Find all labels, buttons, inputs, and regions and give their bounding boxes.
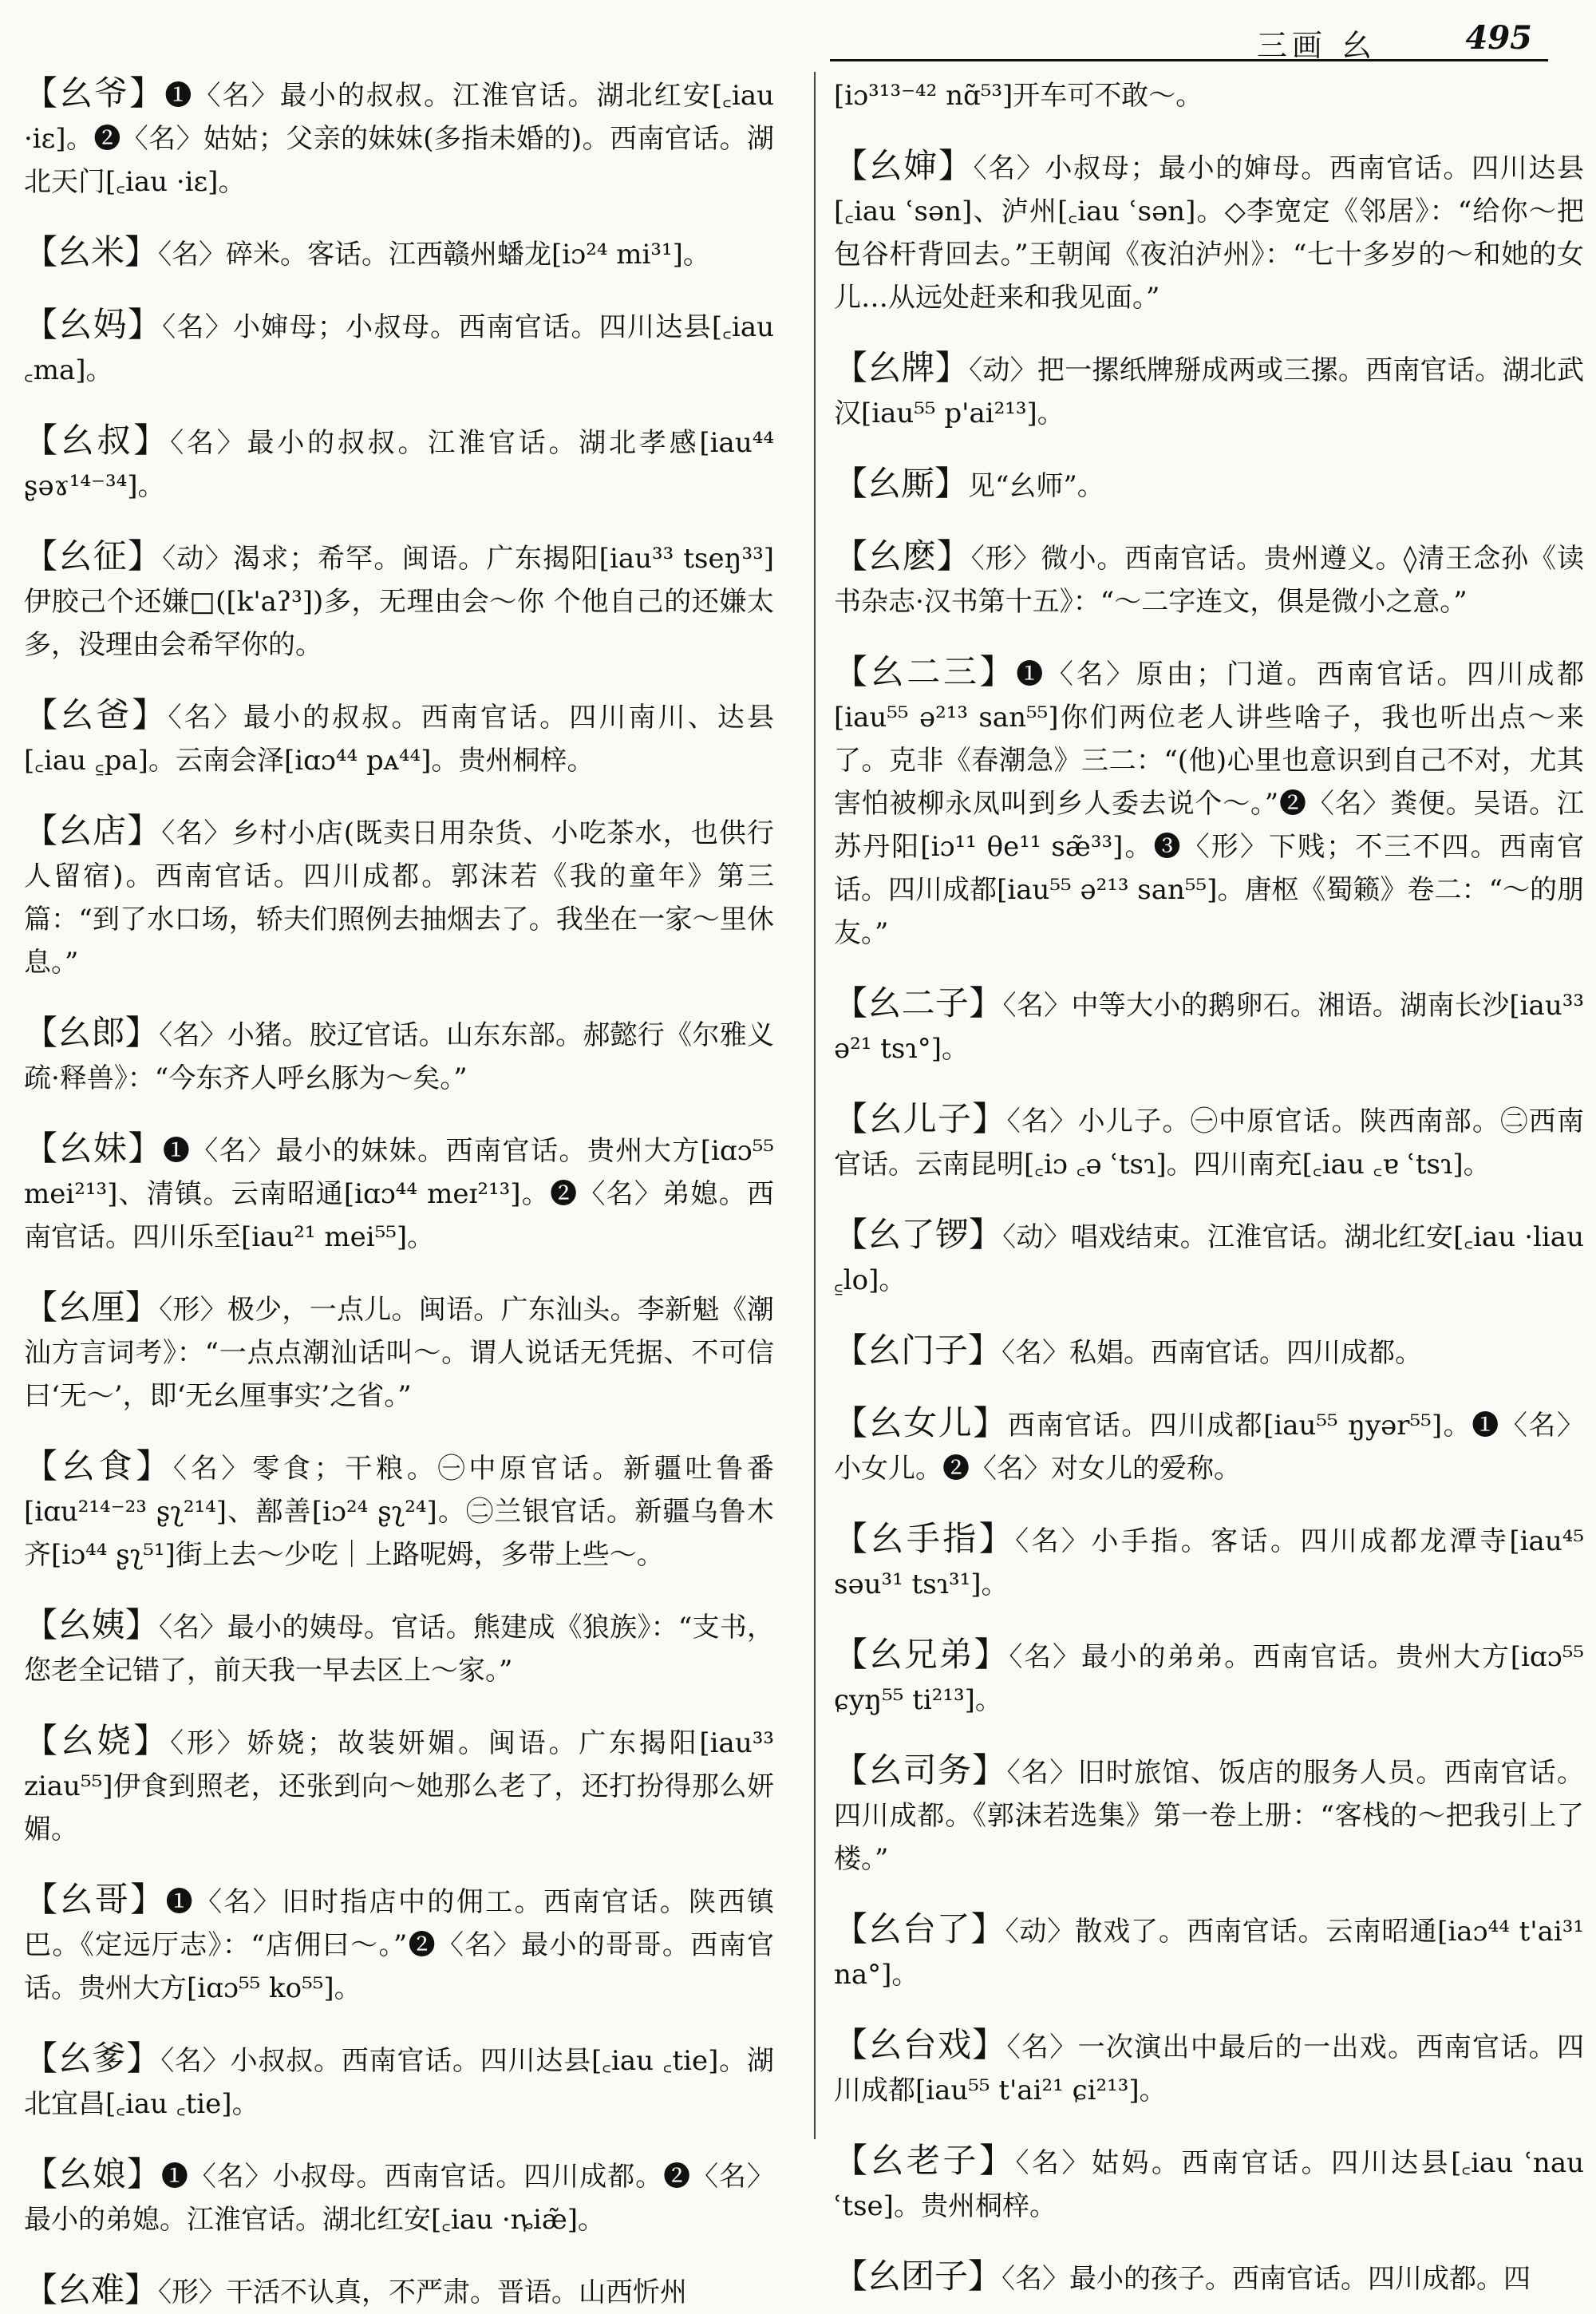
entry-definition: 〈名〉乡村小店(既卖日用杂货、小吃茶水，也供行人留宿)。西南官话。四川成都。郭沫若《我的童年》第三篇：“到了水口场，轿夫们照例去抽烟去了。我坐在一家～里休息。” bbox=[24, 817, 774, 979]
entry-definition: 〈名〉小叔叔。西南官话。四川达县[꜀iau ꜀tie]。湖北宜昌[꜀iau ꜀tie]。 bbox=[24, 2045, 774, 2120]
left-column bbox=[24, 72, 774, 2309]
entry-headword: 【幺叔】 bbox=[24, 421, 171, 460]
dictionary-entry bbox=[834, 144, 1584, 319]
entry-headword: 【幺娆】 bbox=[24, 1721, 171, 1760]
dictionary-entry bbox=[24, 2269, 774, 2314]
entry-definition: 见“幺师”。 bbox=[968, 470, 1104, 502]
entry-definition: 〈名〉零食；干粮。㊀中原官话。新疆吐鲁番[iɑu²¹⁴⁻²³ ʂʅ²¹⁴]、鄯善[iɔ²⁴ ʂʅ²⁴]。㊁兰银官话。新疆乌鲁木齐[iɔ⁴⁴ ʂʅ⁵¹]街上去～少吃｜上路呢姆，多带上些～。 bbox=[24, 1453, 774, 1571]
dictionary-entry bbox=[24, 694, 774, 782]
entry-headword: 【幺米】 bbox=[24, 232, 159, 271]
dictionary-entry bbox=[834, 1908, 1584, 1996]
dictionary-entry bbox=[834, 1749, 1584, 1881]
section-label: 三画 幺 bbox=[1256, 28, 1377, 63]
entry-definition: ❶〈名〉小叔母。西南官话。四川成都。❷〈名〉最小的弟媳。江淮官话。湖北红安[꜀iau ·ȵiæ̃]。 bbox=[24, 2161, 774, 2236]
entry-definition: 〈动〉渴求；希罕。闽语。广东揭阳[iau³³ tseŋ³³]伊胶己个还嫌□([k'aʔ³])多，无理由会～你 个他自己的还嫌太多，没理由会希罕你的。 bbox=[24, 543, 774, 661]
entry-headword: 【幺司务】 bbox=[834, 1750, 1007, 1790]
dictionary-entry bbox=[24, 809, 774, 984]
entry-definition: 〈名〉最小的姨母。官话。熊建成《狼族》：“支书，您老全记错了，前天我一早去区上～家。” bbox=[24, 1612, 774, 1687]
entry-definition: 〈名〉小儿子。㊀中原官话。陕西南部。㊁西南官话。云南昆明[꜀iɔ ꜀ə ʿtsɿ]。四川南充[꜀iau ꜀ɐ ʿtsɿ]。 bbox=[834, 1106, 1584, 1181]
entry-definition: 〈名〉旧时旅馆、饭店的服务人员。西南官话。四川成都。《郭沫若选集》第一卷上册：“客栈的～把我引上了楼。” bbox=[834, 1757, 1584, 1875]
column-divider bbox=[814, 72, 816, 2139]
dictionary-entry bbox=[834, 2255, 1584, 2300]
dictionary-entry bbox=[834, 346, 1584, 435]
dictionary-entry bbox=[24, 2037, 774, 2126]
entry-headword: 【幺厘】 bbox=[24, 1288, 160, 1327]
entry-headword: 【幺妈】 bbox=[24, 305, 163, 344]
entry-definition: ❶〈名〉旧时指店中的佣工。西南官话。陕西镇巴。《定远厅志》：“店佣曰～。”❷〈名〉最小的哥哥。西南官话。贵州大方[iɑɔ⁵⁵ ko⁵⁵]。 bbox=[24, 1886, 774, 2004]
page-header bbox=[830, 14, 1548, 61]
entry-definition: 〈名〉最小的叔叔。江淮官话。湖北孝感[iau⁴⁴ ʂəɤ¹⁴⁻³⁴]。 bbox=[24, 427, 774, 502]
dictionary-entry bbox=[834, 2023, 1584, 2112]
entry-headword: 【幺食】 bbox=[24, 1446, 173, 1485]
dictionary-entry bbox=[834, 72, 1584, 117]
entry-definition: 〈名〉中等大小的鹅卵石。湘语。湖南长沙[iau³³ ə²¹ tsɿ°]。 bbox=[834, 990, 1584, 1065]
dictionary-entry bbox=[24, 419, 774, 508]
entry-headword: 【幺门子】 bbox=[834, 1331, 1002, 1370]
entry-headword: 【幺二三】 bbox=[834, 652, 1017, 691]
entry-definition: 〈名〉最小的弟弟。西南官话。贵州大方[iɑɔ⁵⁵ ɕyŋ⁵⁵ ti²¹³]。 bbox=[834, 1641, 1584, 1716]
entry-definition: ❶〈名〉原由；门道。西南官话。四川成都[iau⁵⁵ ə²¹³ san⁵⁵]你们两位老人讲些啥子，我也听出点～来了。克非《春潮急》三二：“(他)心里也意识到自己不对，尤其害怕被柳永凤叫到乡人委去说个～。”❷〈名〉粪便。吴语。江苏丹阳[iɔ¹¹ θe¹¹ sæ̃³³]。❸〈形〉下贱；不三不四。西南官话。四川成都[iau⁵⁵ ə²¹³ san⁵⁵]。唐枢《蜀籁》卷二：“～的朋友。” bbox=[834, 659, 1584, 949]
entry-definition: 〈名〉一次演出中最后的一出戏。西南官话。四川成都[iau⁵⁵ t'ai²¹ ɕi²¹³]。 bbox=[834, 2031, 1584, 2106]
entry-definition: 〈动〉散戏了。西南官话。云南昭通[iaɔ⁴⁴ t'ai³¹ na°]。 bbox=[834, 1916, 1584, 1991]
dictionary-entry bbox=[24, 1878, 774, 2010]
dictionary-entry bbox=[834, 1633, 1584, 1722]
entry-headword: 【幺了锣】 bbox=[834, 1215, 1003, 1254]
entry-definition: 〈名〉碎米。客话。江西赣州蟠龙[iɔ²⁴ mi³¹]。 bbox=[158, 239, 710, 271]
entry-headword: 【幺台戏】 bbox=[834, 2025, 1007, 2064]
entry-definition: 〈动〉唱戏结束。江淮官话。湖北红安[꜀iau ·liau ꜁lo]。 bbox=[834, 1221, 1584, 1296]
entry-definition: 〈名〉私娼。西南官话。四川成都。 bbox=[1001, 1337, 1423, 1369]
entry-definition: 〈名〉小手指。客话。四川成都龙潭寺[iau⁴⁵ səu³¹ tsɿ³¹]。 bbox=[834, 1525, 1584, 1600]
dictionary-entry bbox=[24, 72, 774, 204]
entry-definition: ❶〈名〉最小的叔叔。江淮官话。湖北红安[꜀iau ·iɛ]。❷〈名〉姑姑；父亲的妹妹(多指未婚的)。西南官话。湖北天门[꜀iau ·iɛ]。 bbox=[24, 80, 774, 198]
dictionary-entry bbox=[24, 1719, 774, 1851]
right-column bbox=[834, 72, 1584, 2296]
dictionary-entry bbox=[834, 1517, 1584, 1606]
dictionary-entry bbox=[24, 535, 774, 667]
entry-headword: 【幺台了】 bbox=[834, 1909, 1005, 1948]
entry-definition: ❶〈名〉最小的妹妹。西南官话。贵州大方[iɑɔ⁵⁵ mei²¹³]、清镇。云南昭通[iɑɔ⁴⁴ meɪ²¹³]。❷〈名〉弟媳。西南官话。四川乐至[iau²¹ mei⁵⁵]。 bbox=[24, 1135, 774, 1253]
entry-definition: 〈名〉最小的叔叔。西南官话。四川南川、达县[꜀iau ꜁pa]。云南会泽[iɑɔ⁴⁴ pᴀ⁴⁴]。贵州桐梓。 bbox=[24, 702, 774, 777]
entry-definition: 〈名〉小猪。胶辽官话。山东东部。郝懿行《尔雅义疏·释兽》：“今东齐人呼幺豚为～矣。” bbox=[24, 1019, 774, 1094]
dictionary-entry bbox=[834, 1098, 1584, 1186]
entry-definition: 〈名〉小叔母；最小的婶母。西南官话。四川达县[꜀iau ʿsən]、泸州[꜀iau ʿsən]。◇李宽定《邻居》：“给你～把包谷杆背回去。”王朝闻《夜泊泸州》：“七十多岁的～和她的女儿…从远处赶来和我见面。” bbox=[834, 152, 1584, 314]
dictionary-entry bbox=[834, 535, 1584, 623]
dictionary-entry bbox=[24, 1011, 774, 1100]
entry-headword: 【幺妹】 bbox=[24, 1129, 163, 1168]
dictionary-entry bbox=[24, 231, 774, 276]
page-number: 495 bbox=[1465, 19, 1532, 57]
entry-headword: 【幺爷】 bbox=[24, 73, 165, 113]
entry-headword: 【幺手指】 bbox=[834, 1519, 1016, 1558]
entry-headword: 【幺哥】 bbox=[24, 1880, 166, 1919]
dictionary-entry bbox=[834, 1402, 1584, 1490]
entry-headword: 【幺二子】 bbox=[834, 983, 1003, 1023]
entry-headword: 【幺难】 bbox=[24, 2270, 159, 2309]
entry-definition: 〈形〉干活不认真，不严肃。晋语。山西忻州 bbox=[158, 2276, 688, 2308]
dictionary-entry bbox=[24, 1286, 774, 1418]
entry-definition: 〈形〉微小。西南官话。贵州遵义。◊清王念孙《读书杂志·汉书第十五》：“～二字连文，俱是微小之意。” bbox=[834, 543, 1584, 618]
dictionary-entry bbox=[24, 303, 774, 392]
dictionary-entry bbox=[834, 1329, 1584, 1375]
dictionary-entry bbox=[24, 1604, 774, 1692]
entry-definition: 〈形〉娇娆；故装妍媚。闽语。广东揭阳[iau³³ ziau⁵⁵]伊食到照老，还张到向～她那么老了，还打扮得那么妍媚。 bbox=[24, 1727, 774, 1845]
entry-headword: 【幺郎】 bbox=[24, 1013, 160, 1052]
dictionary-entry bbox=[834, 462, 1584, 508]
dictionary-entry bbox=[834, 2139, 1584, 2228]
entry-definition: 〈动〉把一摞纸牌掰成两或三摞。西南官话。湖北武汉[iau⁵⁵ p'ai²¹³]。 bbox=[834, 354, 1584, 429]
entry-headword: 【幺爸】 bbox=[24, 695, 168, 734]
entry-headword: 【幺麽】 bbox=[834, 536, 971, 576]
entry-headword: 【幺征】 bbox=[24, 536, 163, 576]
entry-headword: 【幺店】 bbox=[24, 811, 162, 850]
entry-definition: 西南官话。四川成都[iau⁵⁵ ŋyər⁵⁵]。❶〈名〉小女儿。❷〈名〉对女儿的爱称。 bbox=[834, 1410, 1584, 1485]
entry-headword: 【幺团子】 bbox=[834, 2257, 1002, 2296]
dictionary-entry bbox=[834, 982, 1584, 1070]
entry-headword: 【幺儿子】 bbox=[834, 1099, 1007, 1138]
entry-headword: 【幺牌】 bbox=[834, 348, 970, 387]
entry-headword: 【幺老子】 bbox=[834, 2141, 1016, 2180]
entry-headword: 【幺姨】 bbox=[24, 1605, 159, 1644]
dictionary-entry bbox=[834, 1213, 1584, 1302]
entry-headword: 【幺兄弟】 bbox=[834, 1635, 1009, 1674]
entry-headword: 【幺婶】 bbox=[834, 146, 974, 185]
entry-headword: 【幺厮】 bbox=[834, 464, 969, 503]
entry-headword: 【幺女儿】 bbox=[834, 1403, 1008, 1442]
dictionary-entry bbox=[834, 651, 1584, 955]
entry-headword: 【幺娘】 bbox=[24, 2154, 161, 2193]
entry-definition: 〈名〉小婶母；小叔母。西南官话。四川达县[꜀iau ꜀ma]。 bbox=[24, 311, 774, 386]
entry-headword: 【幺爹】 bbox=[24, 2039, 161, 2078]
entry-definition: 〈名〉姑妈。西南官话。四川达县[꜀iau ʿnau ʿtse]。贵州桐梓。 bbox=[834, 2147, 1584, 2222]
dictionary-entry bbox=[24, 1445, 774, 1576]
entry-definition: 〈名〉最小的孩子。西南官话。四川成都。四 bbox=[1001, 2263, 1531, 2295]
entry-definition: 〈形〉极少，一点儿。闽语。广东汕头。李新魁《潮汕方言词考》：“一点点潮汕话叫～。谓人说话无凭据、不可信曰‘无～’，即‘无幺厘事实’之省。” bbox=[24, 1294, 774, 1412]
entry-definition: [iɔ³¹³⁻⁴² nɑ̃⁵³]开车可不敢～。 bbox=[834, 80, 1203, 112]
dictionary-entry bbox=[24, 1127, 774, 1259]
dictionary-entry bbox=[24, 2153, 774, 2241]
